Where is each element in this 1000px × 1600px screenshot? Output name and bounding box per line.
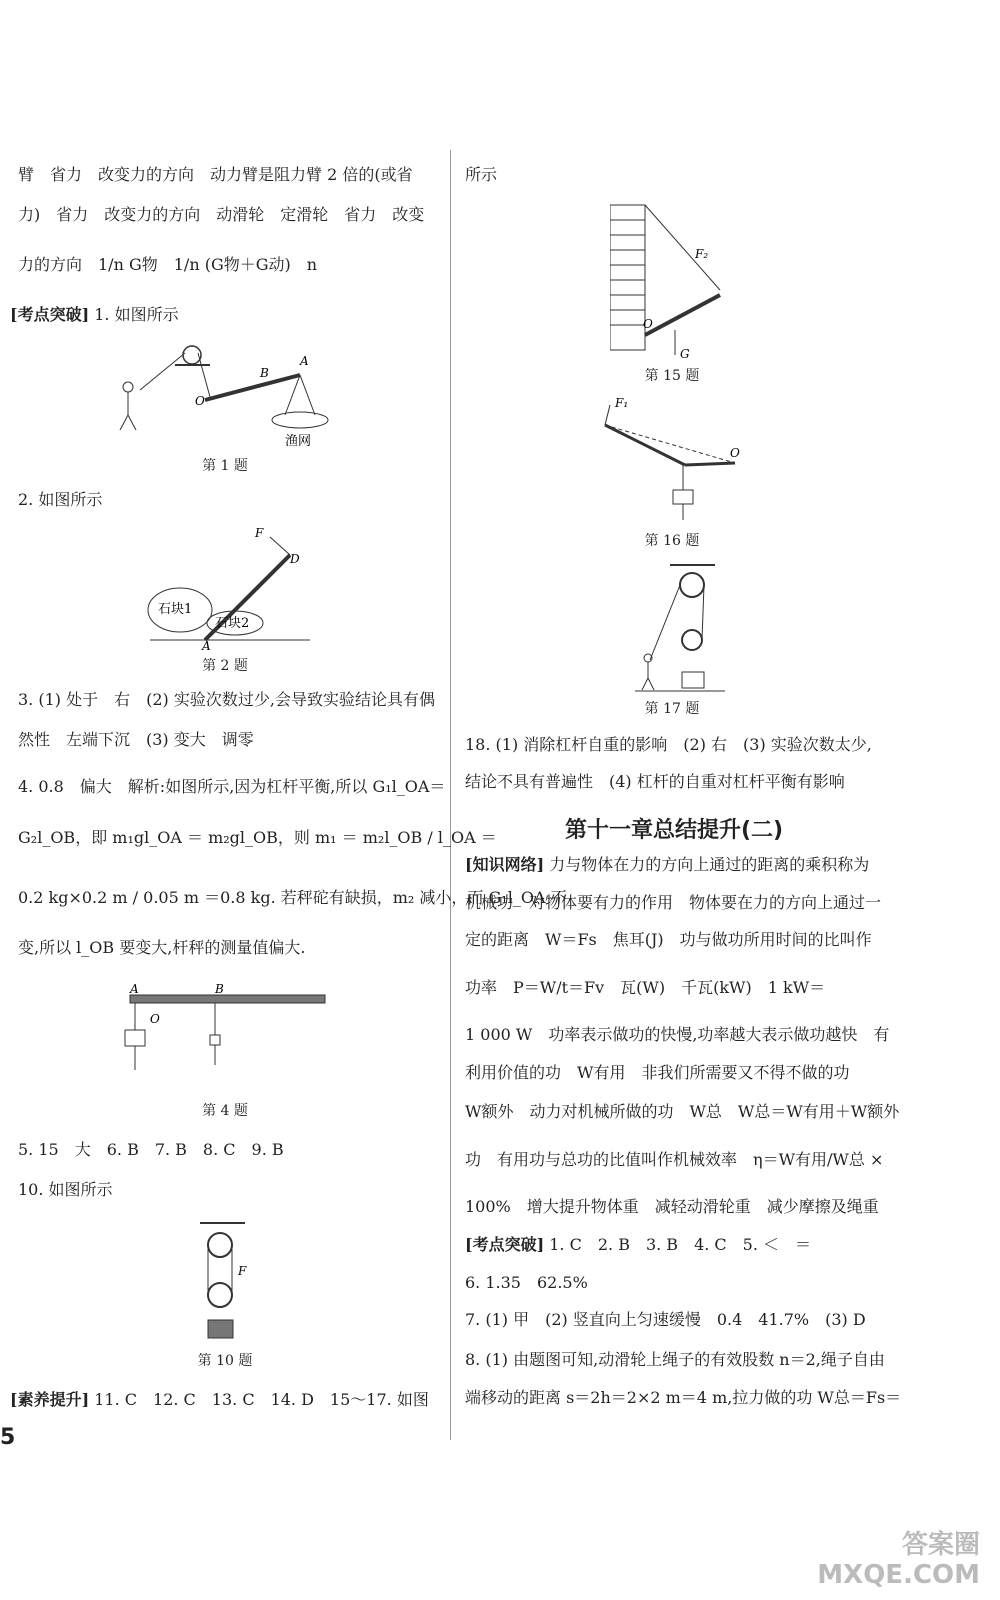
figure-caption: 第 1 题 xyxy=(202,458,248,474)
text-line xyxy=(465,855,869,875)
svg-text:O: O xyxy=(643,317,653,331)
text-line: 4. 0.8 偏大 解析:如图所示,因为杠杆平衡,所以 G₁l_OA＝ xyxy=(18,777,446,796)
text-line xyxy=(465,1235,811,1255)
text-line: 定的距离 W＝Fs 焦耳(J) 功与做功所用时间的比叫作 xyxy=(465,930,872,949)
text-line: 3. (1) 处于 右 (2) 实验次数过少,会导致实验结论具有偶 xyxy=(18,690,435,709)
watermark-logo-text: 答案圈 xyxy=(901,1530,980,1560)
text-line: 然性 左端下沉 (3) 变大 调零 xyxy=(18,730,254,749)
svg-text:O: O xyxy=(730,446,740,460)
svg-text:B: B xyxy=(215,982,224,996)
text-line xyxy=(10,1390,429,1410)
chapter-heading: 第十一章总结提升(二) xyxy=(565,818,784,843)
figure-caption: 第 2 题 xyxy=(202,658,248,674)
figure-1-lever xyxy=(110,335,340,455)
svg-text:D: D xyxy=(290,552,300,566)
text-line: 100% 增大提升物体重 减轻动滑轮重 减少摩擦及绳重 xyxy=(465,1197,879,1216)
figure-15-wall-lever xyxy=(610,200,730,365)
figure-caption: 第 4 题 xyxy=(202,1103,248,1119)
section-tag: [考点突破] xyxy=(10,305,90,324)
svg-text:G: G xyxy=(680,347,690,361)
figure-caption: 第 16 题 xyxy=(644,533,700,549)
watermark xyxy=(817,1530,980,1590)
rock-1-label: 石块1 xyxy=(158,602,193,617)
svg-text:O: O xyxy=(150,1012,160,1026)
column-divider xyxy=(450,150,451,1440)
text-line: 力的方向 1/n G物 1/n (G物＋G动) n xyxy=(18,255,318,274)
text-line: W额外 动力对机械所做的功 W总 W总＝W有用＋W额外 xyxy=(465,1102,900,1121)
text-line: 7. (1) 甲 (2) 竖直向上匀速缓慢 0.4 41.7% (3) D xyxy=(465,1310,866,1329)
svg-text:F: F xyxy=(255,526,264,540)
figure-caption: 第 15 题 xyxy=(644,368,700,384)
figure-caption: 第 10 题 xyxy=(197,1353,253,1369)
text-line: 功率 P＝W/t＝Fv 瓦(W) 千瓦(kW) 1 kW＝ xyxy=(465,978,826,997)
text-line: 利用价值的功 W有用 非我们所需要又不得不做的功 xyxy=(465,1063,850,1082)
figure-10-pulley xyxy=(190,1215,270,1345)
text-line xyxy=(10,305,179,325)
text-line: 6. 1.35 62.5% xyxy=(465,1273,588,1292)
text-line: 变,所以 l_OB 要变大,杆秤的测量值偏大. xyxy=(18,938,306,957)
answer-text: 11. C 12. C 13. C 14. D 15～17. 如图 xyxy=(94,1390,429,1409)
answer-text: 力与物体在力的方向上通过的距离的乘积称为 xyxy=(549,855,870,874)
text-line: 2. 如图所示 xyxy=(18,490,103,509)
text-line: 力) 省力 改变力的方向 动滑轮 定滑轮 省力 改变 xyxy=(18,205,425,224)
section-tag: [知识网络] xyxy=(465,855,545,874)
text-line: G₂l_OB，即 m₁gl_OA ＝ m₂gl_OB，则 m₁ ＝ m₂l_OB / l_OA ＝ xyxy=(18,828,497,847)
text-line: 18. (1) 消除杠杆自重的影响 (2) 右 (3) 实验次数太少, xyxy=(465,735,872,754)
rock-2-label: 石块2 xyxy=(215,616,250,631)
svg-text:O: O xyxy=(195,394,205,408)
fig1-net-label: 渔网 xyxy=(285,434,312,449)
section-tag: [考点突破] xyxy=(465,1235,545,1254)
figure-2-lever xyxy=(140,525,320,650)
text-line: 结论不具有普遍性 (4) 杠杆的自重对杠杆平衡有影响 xyxy=(465,772,845,791)
text-line: 10. 如图所示 xyxy=(18,1180,113,1199)
text-line: 所示 xyxy=(465,165,498,184)
watermark-url: MXQE.COM xyxy=(817,1560,980,1590)
figure-caption: 第 17 题 xyxy=(644,701,700,717)
answer-text: 1. C 2. B 3. B 4. C 5. ＜ ＝ xyxy=(549,1235,812,1254)
text-line: 5. 15 大 6. B 7. B 8. C 9. B xyxy=(18,1140,284,1159)
svg-text:A: A xyxy=(202,639,211,650)
text-line: 1 000 W 功率表示做功的快慢,功率越大表示做功越快 有 xyxy=(465,1025,890,1044)
svg-text:A: A xyxy=(300,354,309,368)
svg-text:F₂: F₂ xyxy=(695,247,709,261)
figure-4-steelyard xyxy=(110,975,340,1095)
page-number: 5 xyxy=(0,1425,16,1450)
text-line: 8. (1) 由题图可知,动滑轮上绳子的有效股数 n＝2,绳子自由 xyxy=(465,1350,885,1369)
answer-text: 1. 如图所示 xyxy=(94,305,179,324)
text-line: 功 有用功与总功的比值叫作机械效率 η＝W有用/W总 × xyxy=(465,1150,884,1169)
section-tag: [素养提升] xyxy=(10,1390,90,1409)
text-line: 臂 省力 改变力的方向 动力臂是阻力臂 2 倍的(或省 xyxy=(18,165,413,184)
text-line: 0.2 kg×0.2 m / 0.05 m ＝0.8 kg. 若秤砣有缺损，m₂ 减小，而 G₁l_OA 不 xyxy=(18,888,567,907)
svg-text:A: A xyxy=(130,982,139,996)
svg-text:F₁: F₁ xyxy=(615,396,629,410)
svg-text:F: F xyxy=(238,1264,247,1278)
figure-17-pulley xyxy=(630,560,730,695)
text-line: 端移动的距离 s＝2h＝2×2 m＝4 m,拉力做的功 W总＝Fs＝ xyxy=(465,1388,902,1407)
text-line: 机械功 对物体要有力的作用 物体要在力的方向上通过一 xyxy=(465,893,882,912)
figure-16-lever xyxy=(595,395,755,525)
svg-text:B: B xyxy=(260,366,269,380)
